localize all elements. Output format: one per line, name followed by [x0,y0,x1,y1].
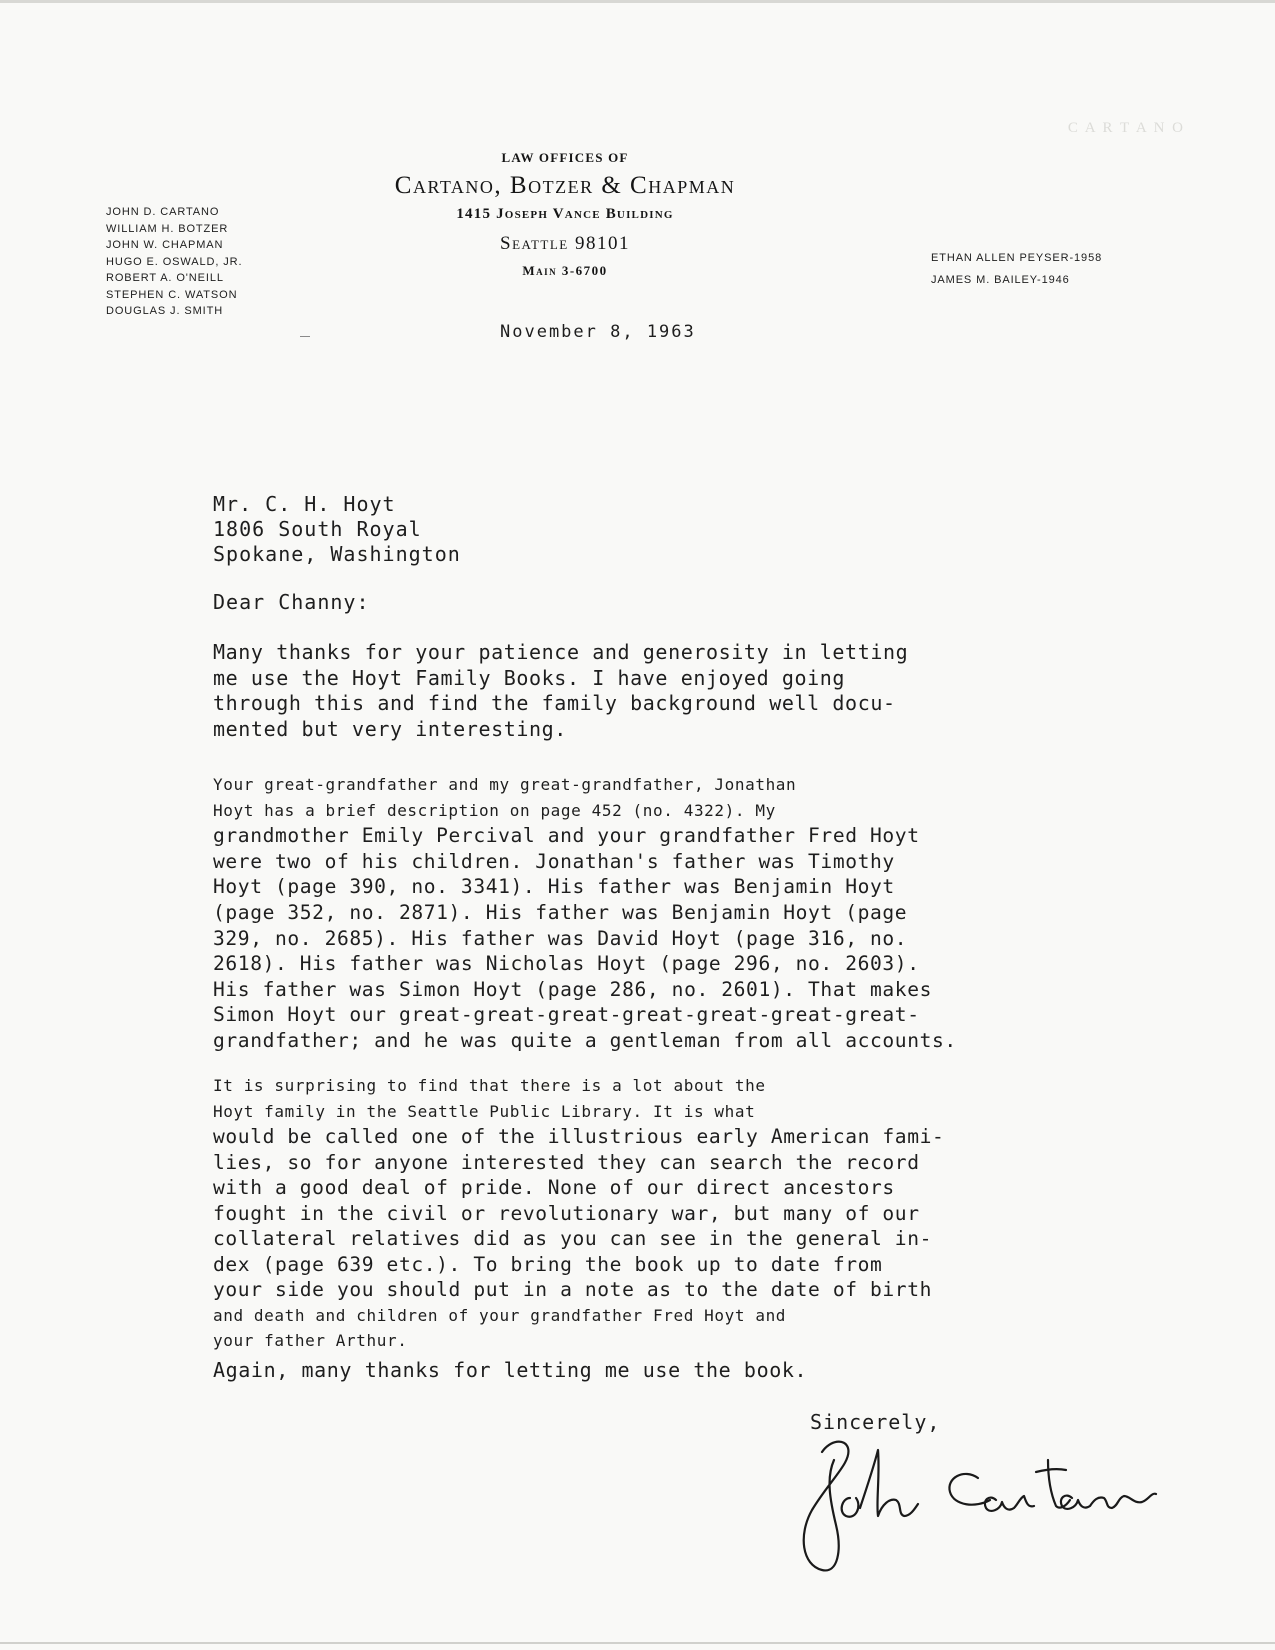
body-line: your father Arthur. [213,1331,408,1350]
address-line: 1806 South Royal [213,517,422,541]
body-line: 2618). His father was Nicholas Hoyt (page 296, no. 2603). [213,952,920,976]
firm-phone: Main 3-6700 [522,263,608,278]
body-line: with a good deal of pride. None of our direct ancestors [213,1176,895,1199]
bottom-edge [0,1642,1275,1644]
partner-name: WILLIAM H. BOTZER [106,222,229,235]
partner-name: JOHN D. CARTANO [106,206,220,218]
top-edge [0,0,1275,3]
partner-list [106,204,242,320]
partner-name: JOHN W. CHAPMAN [106,239,224,251]
body-line: Again, many thanks for letting me use the book. [213,1358,808,1382]
body-line: collateral relatives did as you can see in the general in- [213,1227,932,1250]
body-line: mented but very interesting. [213,716,567,741]
body-line: Simon Hoyt our great-great-great-great-great-great-great- [213,1003,920,1027]
body-line: lies, so for anyone interested they can search the record [213,1150,920,1174]
paragraph-2 [213,772,957,1054]
address-line: Spokane, Washington [213,542,461,566]
paragraph-4 [213,1358,807,1383]
paragraph-3 [213,1073,944,1354]
firm-building: 1415 Joseph Vance Building [456,206,674,222]
body-line: grandfather; and he was quite a gentleman from all accounts. [213,1028,957,1052]
body-line: Your great-grandfather and my great-grandfather, Jonathan [213,775,797,794]
deceased-partner: ETHAN ALLEN PEYSER-1958 [931,252,1103,264]
body-line: Hoyt (page 390, no. 3341). His father was Benjamin Hoyt [213,875,895,899]
paragraph-1 [213,640,908,742]
partner-name: DOUGLAS J. SMITH [106,305,224,317]
body-line: His father was Simon Hoyt (page 286, no. 2601). That makes [213,977,932,1001]
stray-mark [300,336,310,337]
letterhead [380,150,880,279]
partner-name: HUGO E. OSWALD, JR. [106,255,243,268]
closing: Sincerely, [810,1410,941,1434]
letter-date: November 8, 1963 [500,322,696,342]
deceased-partner-list [931,247,1102,291]
partner-name: STEPHEN C. WATSON [106,288,238,301]
firm-name: Cartano, Botzer & Chapman [394,172,736,199]
body-line: your side you should put in a note as to the date of birth [213,1278,932,1301]
recipient-address [213,492,461,567]
body-line: Hoyt family in the Seattle Public Library. It is what [213,1101,756,1121]
body-line: me use the Hoyt Family Books. I have enjoyed going [213,665,846,690]
letterhead-kicker: LAW OFFICES OF [501,150,629,165]
body-line: grandmother Emily Percival and your grandfather Fred Hoyt [213,824,920,848]
body-line: through this and find the family background well docu- [213,691,896,715]
body-line: would be called one of the illustrious early American fami- [213,1125,945,1148]
body-line: 329, no. 2685). His father was David Hoyt (page 316, no. [213,926,908,950]
body-line: It is surprising to find that there is a lot about the [213,1076,766,1095]
body-line: Hoyt has a brief description on page 452 (no. 4322). My [213,800,776,820]
firm-city: Seattle 98101 [500,233,630,254]
handwritten-signature [800,1420,1220,1580]
body-line: fought in the civil or revolutionary war, but many of our [213,1201,920,1225]
deceased-partner: JAMES M. BAILEY-1946 [931,274,1070,286]
salutation: Dear Channy: [213,590,370,614]
address-line: Mr. C. H. Hoyt [213,492,396,516]
body-line: dex (page 639 etc.). To bring the book up to date from [213,1252,883,1276]
partner-name: ROBERT A. O'NEILL [106,272,224,284]
body-line: (page 352, no. 2871). His father was Benjamin Hoyt (page [213,900,908,924]
body-line: Many thanks for your patience and generosity in letting [213,640,909,664]
bleed-through-mark: C A R T A N O [1067,120,1185,136]
body-line: were two of his children. Jonathan's father was Timothy [213,849,895,873]
body-line: and death and children of your grandfather Fred Hoyt and [213,1305,787,1325]
